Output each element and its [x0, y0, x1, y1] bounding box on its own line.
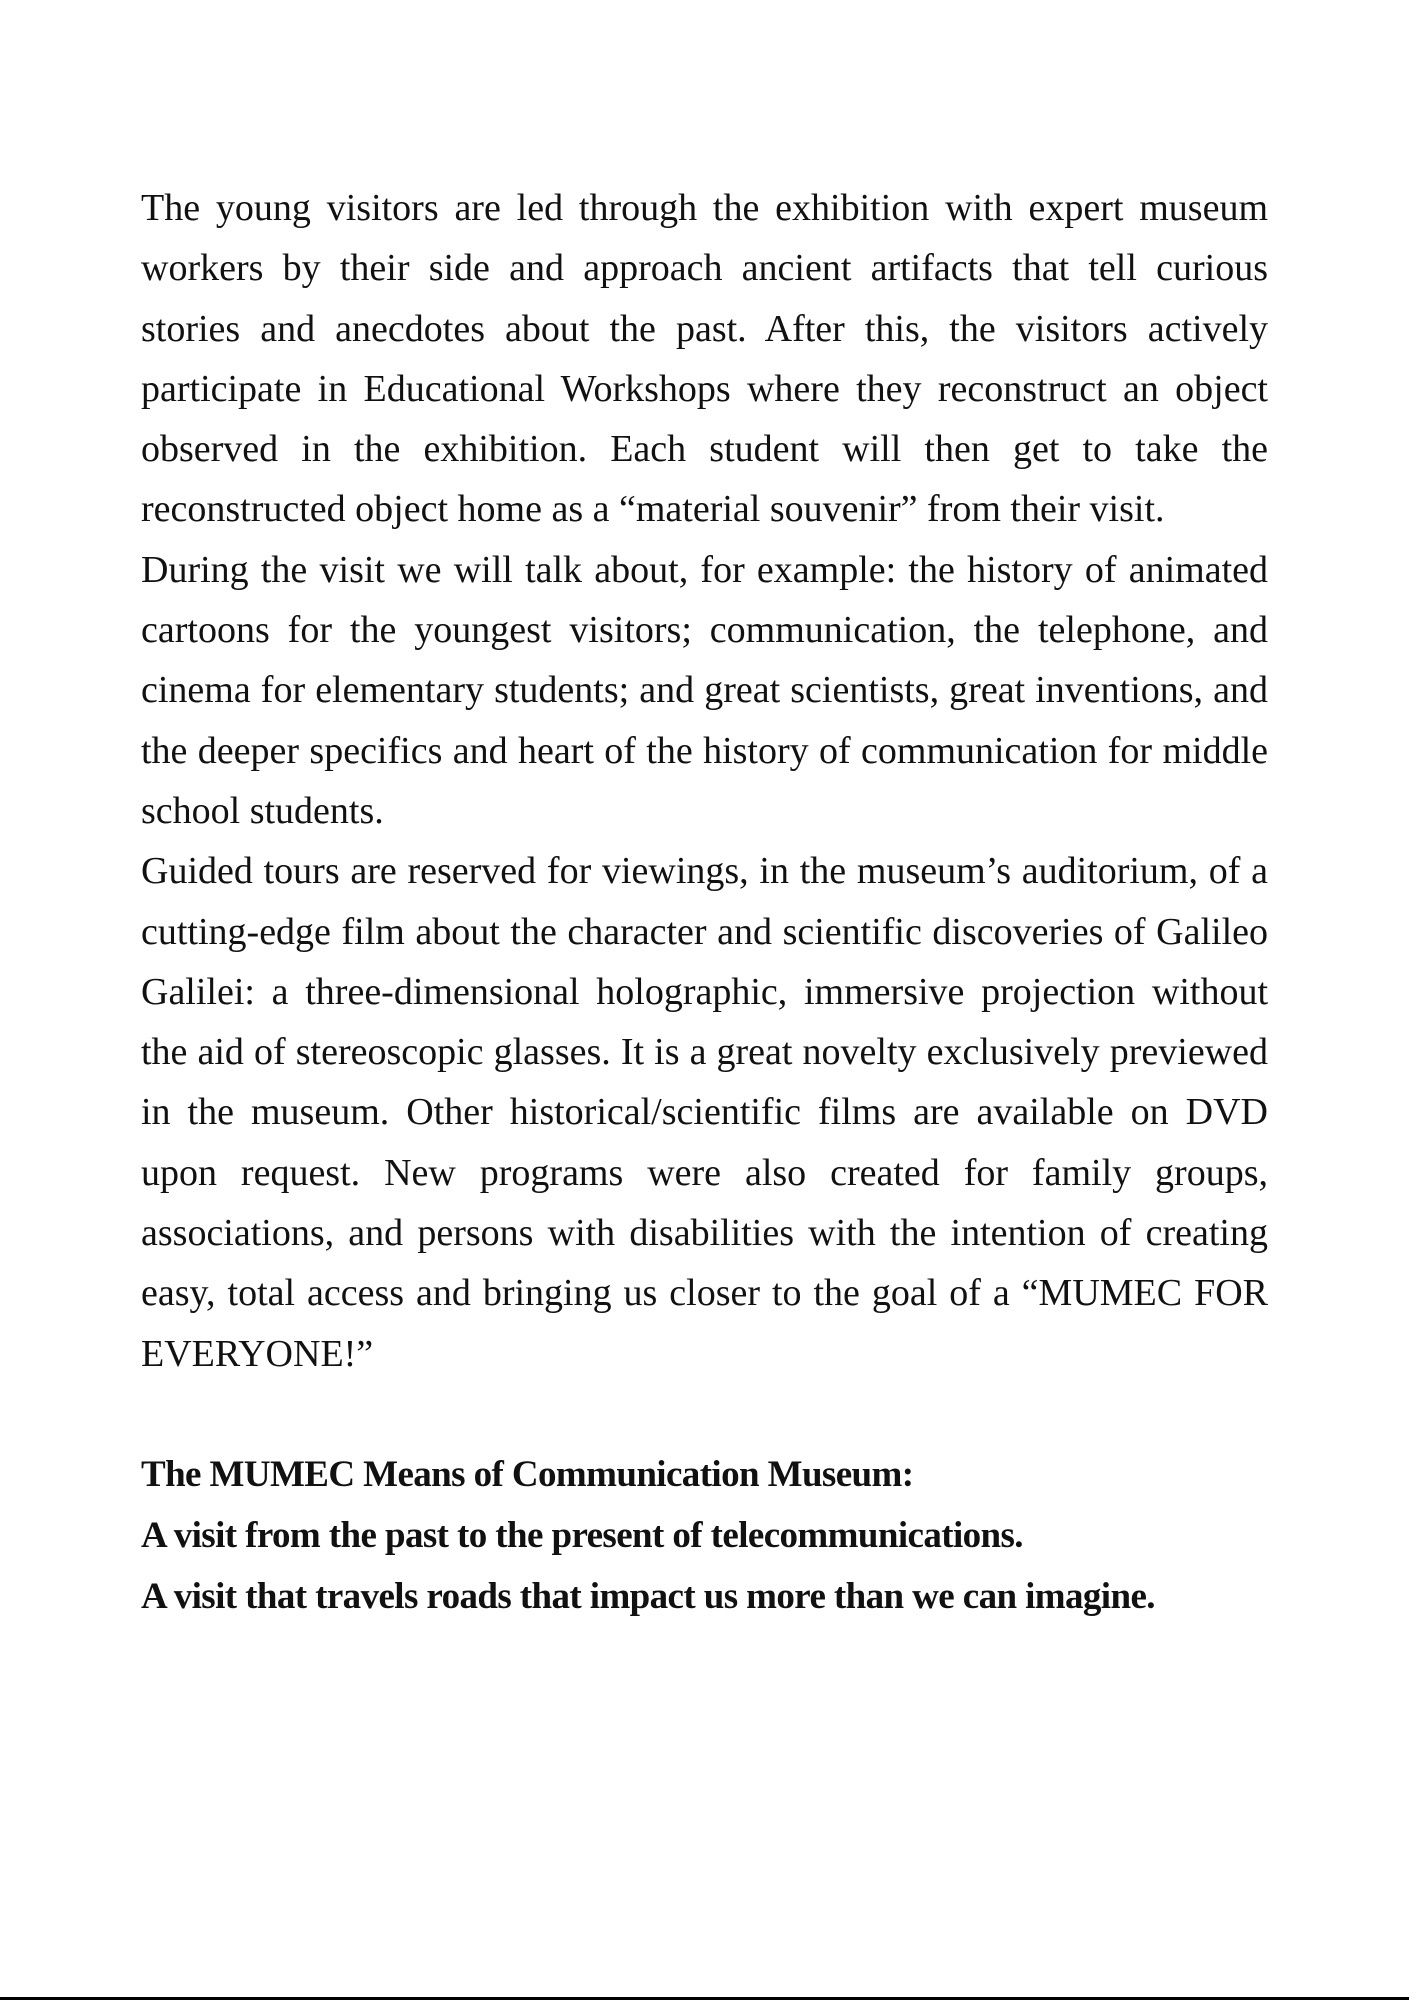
paragraph-guided-tours: Guided tours are reserved for viewings, in the museum’s auditorium, of a cutting-edge film about the character and scientific discoveries of Galileo Galilei: a three-dimensional holographic, immersive projection without the aid of stereoscopic glasses. It is a great novelty exclusively previewed in the museum. Other historical/scientific films are available on DVD upon request. New programs were also created for family groups, associations, and persons with disabilities with the intention of creating easy, total access and bringing us closer to the goal of a “MUMEC FOR EVERYONE!”	[141, 850, 1268, 1375]
closing-line-1: A visit from the past to the present of telecommunications.	[141, 1514, 1023, 1556]
closing-title: The MUMEC Means of Communication Museum:	[141, 1453, 914, 1495]
paragraph-visit-topics: During the visit we will talk about, for example: the history of animated cartoons for the youngest visitors; communication, the telephone, and cinema for elementary students; and great scientists, great inventions, and the deeper specifics and heart of the history of communication for middle school students.	[141, 548, 1268, 832]
closing-line-2: A visit that travels roads that impact us more than we can imagine.	[141, 1575, 1155, 1617]
paragraph-visitors: The young visitors are led through the exhibition with expert museum workers by their side and approach ancient artifacts that tell curious stories and anecdotes about the past. After this, the visitors actively participate in Educational Workshops where they reconstruct an object observed in the exhibition. Each student will then get to take the reconstructed object home as a “material souvenir” from their visit.	[141, 187, 1268, 531]
document-page	[141, 178, 1268, 1627]
section-spacer	[141, 1384, 1268, 1444]
